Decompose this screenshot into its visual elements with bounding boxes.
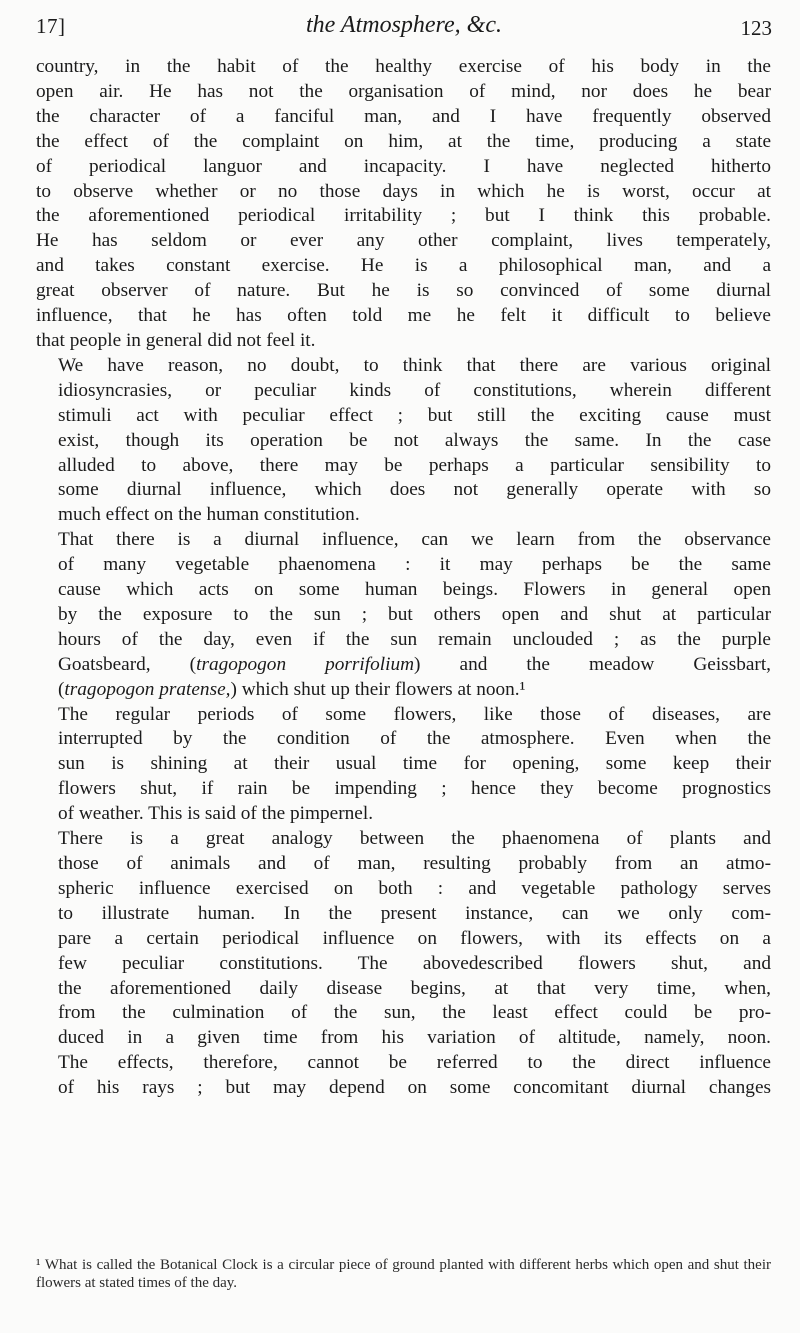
text-line: alluded to above, there may be perhaps a particular sensibility to bbox=[58, 454, 771, 476]
text-line: the aforementioned daily disease begins, at that very time, when, bbox=[58, 977, 771, 999]
text-fragment: ) and the meadow Geissbart, bbox=[414, 653, 771, 675]
text-line: He has seldom or ever any other complaint, lives temperately, bbox=[36, 230, 771, 252]
text-line: to illustrate human. In the present instance, can we only com- bbox=[58, 902, 771, 924]
body-text bbox=[36, 55, 771, 1101]
text-line-pratense bbox=[36, 678, 771, 703]
text-line: to observe whether or no those days in which he is worst, occur at bbox=[36, 180, 771, 202]
species-name: tragopogon porrifolium bbox=[196, 653, 415, 675]
text-line: influence, that he has often told me he felt it difficult to believe bbox=[36, 305, 771, 327]
paragraph-2 bbox=[36, 354, 771, 528]
text-line: the effect of the complaint on him, at the time, producing a state bbox=[36, 130, 771, 152]
text-line: We have reason, no doubt, to think that there are various original bbox=[58, 354, 771, 376]
text-line: There is a great analogy between the phaenomena of plants and bbox=[58, 828, 771, 850]
section-folio: 17] bbox=[36, 14, 66, 38]
text-line-goatsbeard bbox=[36, 653, 771, 678]
page-number: 123 bbox=[740, 16, 772, 40]
species-name: tragopogon pratense, bbox=[64, 678, 231, 700]
text-line: sun is shining at their usual time for opening, some keep their bbox=[58, 753, 771, 775]
paragraph-5 bbox=[36, 827, 771, 1101]
text-line: of many vegetable phaenomena : it may perhaps be the same bbox=[58, 554, 771, 576]
text-line: The regular periods of some flowers, like those of diseases, are bbox=[58, 703, 771, 725]
text-fragment: ( bbox=[58, 678, 65, 700]
text-line: of weather. This is said of the pimpernel. bbox=[58, 803, 374, 825]
text-line: and takes constant exercise. He is a philosophical man, and a bbox=[36, 255, 771, 277]
text-line: flowers shut, if rain be impending ; hence they become prognostics bbox=[58, 778, 771, 800]
text-line: open air. He has not the organisation of mind, nor does he bear bbox=[36, 80, 771, 102]
text-line: hours of the day, even if the sun remain unclouded ; as the purple bbox=[58, 628, 771, 650]
text-line: of periodical languor and incapacity. I have neglected hitherto bbox=[36, 155, 771, 177]
text-line: interrupted by the condition of the atmosphere. Even when the bbox=[58, 728, 771, 750]
text-line: country, in the habit of the healthy exercise of his body in the bbox=[36, 56, 771, 77]
text-line: duced in a given time from his variation of altitude, namely, noon. bbox=[58, 1027, 771, 1049]
text-line: spheric influence exercised on both : and vegetable pathology serves bbox=[58, 877, 771, 899]
text-fragment: ) which shut up their flowers at noon.¹ bbox=[230, 678, 526, 700]
paragraph-3 bbox=[36, 528, 771, 702]
text-line: That there is a diurnal influence, can we learn from the observance bbox=[58, 529, 771, 551]
text-line: of his rays ; but may depend on some concomitant diurnal changes bbox=[58, 1077, 771, 1099]
text-line: cause which acts on some human beings. Flowers in general open bbox=[58, 579, 771, 601]
text-line: exist, though its operation be not always the same. In the case bbox=[58, 429, 771, 451]
text-line: much effect on the human constitution. bbox=[58, 504, 360, 526]
text-line: the character of a fanciful man, and I have frequently observed bbox=[36, 105, 771, 127]
text-line: from the culmination of the sun, the least effect could be pro- bbox=[58, 1002, 771, 1024]
text-line: pare a certain periodical influence on flowers, with its effects on a bbox=[58, 927, 771, 949]
text-line: some diurnal influence, which does not generally operate with so bbox=[58, 479, 771, 501]
text-line: stimuli act with peculiar effect ; but still the exciting cause must bbox=[58, 404, 771, 426]
text-line: great observer of nature. But he is so convinced of some diurnal bbox=[36, 280, 771, 302]
text-line: by the exposure to the sun ; but others open and shut at particular bbox=[58, 603, 771, 625]
text-line: that people in general did not feel it. bbox=[36, 329, 316, 351]
text-line: the aforementioned periodical irritability ; but I think this probable. bbox=[36, 205, 771, 227]
paragraph-1 bbox=[36, 55, 771, 354]
paragraph-4 bbox=[36, 703, 771, 828]
text-line: those of animals and of man, resulting probably from an atmo- bbox=[58, 853, 771, 874]
text-line: The effects, therefore, cannot be referred to the direct influence bbox=[58, 1052, 771, 1074]
footnote: ¹ What is called the Botanical Clock is a circular piece of ground planted with different herbs which open and shut their flowers at stated times of the day. bbox=[36, 1257, 771, 1291]
running-title: the Atmosphere, &c. bbox=[306, 12, 502, 38]
text-fragment: Goatsbeard, ( bbox=[58, 653, 197, 675]
text-line: idiosyncrasies, or peculiar kinds of constitutions, wherein different bbox=[58, 379, 771, 401]
running-head bbox=[36, 10, 772, 44]
text-line: few peculiar constitutions. The abovedescribed flowers shut, and bbox=[58, 952, 771, 974]
